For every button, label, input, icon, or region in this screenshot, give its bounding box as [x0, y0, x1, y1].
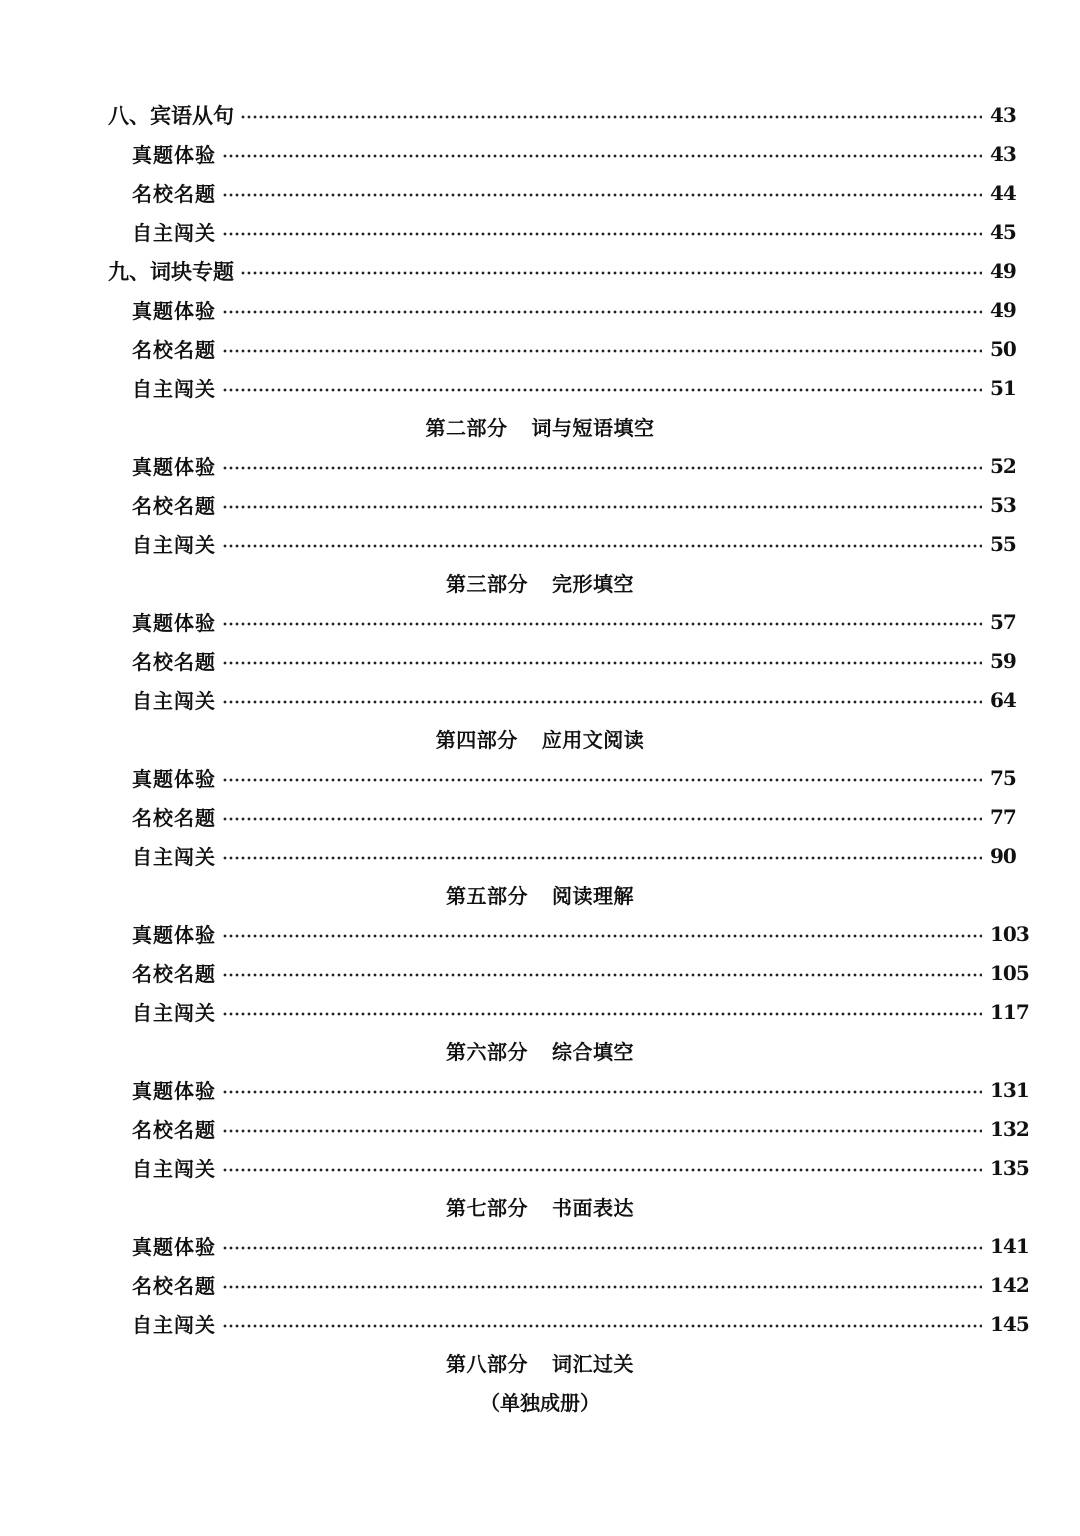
- entry-title: 八、宾语从句: [108, 103, 234, 128]
- dot-leader: [222, 310, 982, 314]
- section-note: （单独成册）: [480, 1391, 600, 1415]
- page-number: 75: [990, 765, 1016, 790]
- dot-leader: [222, 193, 982, 197]
- entry-title: 真题体验: [132, 299, 216, 323]
- section-title: 词汇过关: [552, 1352, 634, 1376]
- toc-subsection-entry: [0, 836, 1080, 875]
- entry-title: 名校名题: [132, 494, 216, 518]
- entry-title: 名校名题: [132, 1274, 216, 1298]
- entry-title: 真题体验: [132, 143, 216, 167]
- entry-title: 自主闯关: [132, 1001, 216, 1025]
- entry-title: 自主闯关: [132, 689, 216, 713]
- entry-title: 自主闯关: [132, 1313, 216, 1337]
- section-title: 完形填空: [552, 572, 634, 596]
- section-part-label: 第五部分: [446, 884, 528, 908]
- entry-title: 真题体验: [132, 923, 216, 947]
- page-number: 49: [990, 258, 1016, 283]
- dot-leader: [222, 817, 982, 821]
- section-part-label: 第二部分: [425, 416, 508, 440]
- entry-title: 真题体验: [132, 1235, 216, 1259]
- page-number: 105: [990, 960, 1029, 985]
- entry-title: 真题体验: [132, 611, 216, 635]
- dot-leader: [222, 1129, 982, 1133]
- toc-subsection-entry: [0, 992, 1080, 1031]
- dot-leader: [222, 1285, 982, 1289]
- toc-subsection-entry: [0, 758, 1080, 797]
- page-number: 90: [990, 843, 1016, 868]
- entry-title: 名校名题: [132, 806, 216, 830]
- entry-title: 真题体验: [132, 1079, 216, 1103]
- entry-title: 自主闯关: [132, 533, 216, 557]
- toc-subsection-entry: [0, 1070, 1080, 1109]
- toc-subsection-entry: [0, 1265, 1080, 1304]
- section-part-label: 第三部分: [446, 572, 528, 596]
- dot-leader: [222, 466, 982, 470]
- dot-leader: [222, 1246, 982, 1250]
- toc-subsection-entry: [0, 797, 1080, 836]
- page-number: 51: [990, 375, 1016, 400]
- toc-chapter-entry: [0, 251, 1080, 290]
- page-number: 145: [990, 1311, 1029, 1336]
- section-heading: [0, 719, 1080, 758]
- toc-chapter-entry: [0, 95, 1080, 134]
- entry-title: 真题体验: [132, 455, 216, 479]
- entry-title: 自主闯关: [132, 845, 216, 869]
- toc-subsection-entry: [0, 1148, 1080, 1187]
- section-part-label: 第七部分: [446, 1196, 528, 1220]
- page-number: 53: [990, 492, 1016, 517]
- section-title: 书面表达: [552, 1196, 634, 1220]
- dot-leader: [240, 115, 982, 119]
- page-number: 55: [990, 531, 1016, 556]
- page-number: 43: [990, 141, 1016, 166]
- toc-subsection-entry: [0, 329, 1080, 368]
- dot-leader: [222, 661, 982, 665]
- dot-leader: [222, 349, 982, 353]
- page-number: 45: [990, 219, 1016, 244]
- entry-title: 自主闯关: [132, 221, 216, 245]
- toc-subsection-entry: [0, 212, 1080, 251]
- dot-leader: [222, 505, 982, 509]
- toc-subsection-entry: [0, 446, 1080, 485]
- page-number: 142: [990, 1272, 1029, 1297]
- entry-title: 名校名题: [132, 1118, 216, 1142]
- page-number: 77: [990, 804, 1016, 829]
- section-heading: [0, 875, 1080, 914]
- section-heading: [0, 1031, 1080, 1070]
- entry-title: 名校名题: [132, 338, 216, 362]
- page-number: 43: [990, 102, 1016, 127]
- page-number: 103: [990, 921, 1029, 946]
- page-number: 64: [990, 687, 1016, 712]
- page-number: 132: [990, 1116, 1029, 1141]
- section-heading: [0, 1187, 1080, 1226]
- dot-leader: [222, 1168, 982, 1172]
- page-number: 49: [990, 297, 1016, 322]
- dot-leader: [222, 388, 982, 392]
- toc-subsection-entry: [0, 524, 1080, 563]
- page-number: 44: [990, 180, 1016, 205]
- entry-title: 名校名题: [132, 962, 216, 986]
- toc-subsection-entry: [0, 1304, 1080, 1343]
- section-heading: [0, 1343, 1080, 1382]
- entry-title: 名校名题: [132, 650, 216, 674]
- dot-leader: [222, 1324, 982, 1328]
- page-number: 135: [990, 1155, 1029, 1180]
- toc-subsection-entry: [0, 641, 1080, 680]
- toc-subsection-entry: [0, 602, 1080, 641]
- toc-subsection-entry: [0, 173, 1080, 212]
- dot-leader: [222, 700, 982, 704]
- page-number: 141: [990, 1233, 1029, 1258]
- dot-leader: [222, 973, 982, 977]
- section-heading: [0, 407, 1080, 446]
- dot-leader: [240, 271, 982, 275]
- page-number: 52: [990, 453, 1016, 478]
- page-number: 131: [990, 1077, 1029, 1102]
- section-title: 词与短语填空: [531, 416, 655, 440]
- page-number: 117: [990, 999, 1029, 1024]
- dot-leader: [222, 934, 982, 938]
- toc-subsection-entry: [0, 290, 1080, 329]
- dot-leader: [222, 622, 982, 626]
- section-part-label: 第八部分: [446, 1352, 528, 1376]
- section-title: 阅读理解: [552, 884, 634, 908]
- toc-subsection-entry: [0, 953, 1080, 992]
- section-part-label: 第四部分: [435, 728, 518, 752]
- dot-leader: [222, 778, 982, 782]
- table-of-contents: [0, 95, 1080, 1421]
- entry-title: 名校名题: [132, 182, 216, 206]
- section-part-label: 第六部分: [446, 1040, 528, 1064]
- section-title: 应用文阅读: [541, 728, 645, 752]
- entry-title: 真题体验: [132, 767, 216, 791]
- toc-subsection-entry: [0, 485, 1080, 524]
- entry-title: 自主闯关: [132, 1157, 216, 1181]
- page-number: 57: [990, 609, 1016, 634]
- dot-leader: [222, 544, 982, 548]
- page-number: 59: [990, 648, 1016, 673]
- dot-leader: [222, 1012, 982, 1016]
- dot-leader: [222, 232, 982, 236]
- page-number: 50: [990, 336, 1016, 361]
- toc-subsection-entry: [0, 134, 1080, 173]
- toc-subsection-entry: [0, 1226, 1080, 1265]
- section-title: 综合填空: [552, 1040, 634, 1064]
- toc-subsection-entry: [0, 914, 1080, 953]
- toc-subsection-entry: [0, 680, 1080, 719]
- dot-leader: [222, 154, 982, 158]
- toc-subsection-entry: [0, 368, 1080, 407]
- dot-leader: [222, 1090, 982, 1094]
- entry-title: 九、词块专题: [108, 259, 234, 284]
- toc-subsection-entry: [0, 1109, 1080, 1148]
- dot-leader: [222, 856, 982, 860]
- entry-title: 自主闯关: [132, 377, 216, 401]
- section-heading: [0, 563, 1080, 602]
